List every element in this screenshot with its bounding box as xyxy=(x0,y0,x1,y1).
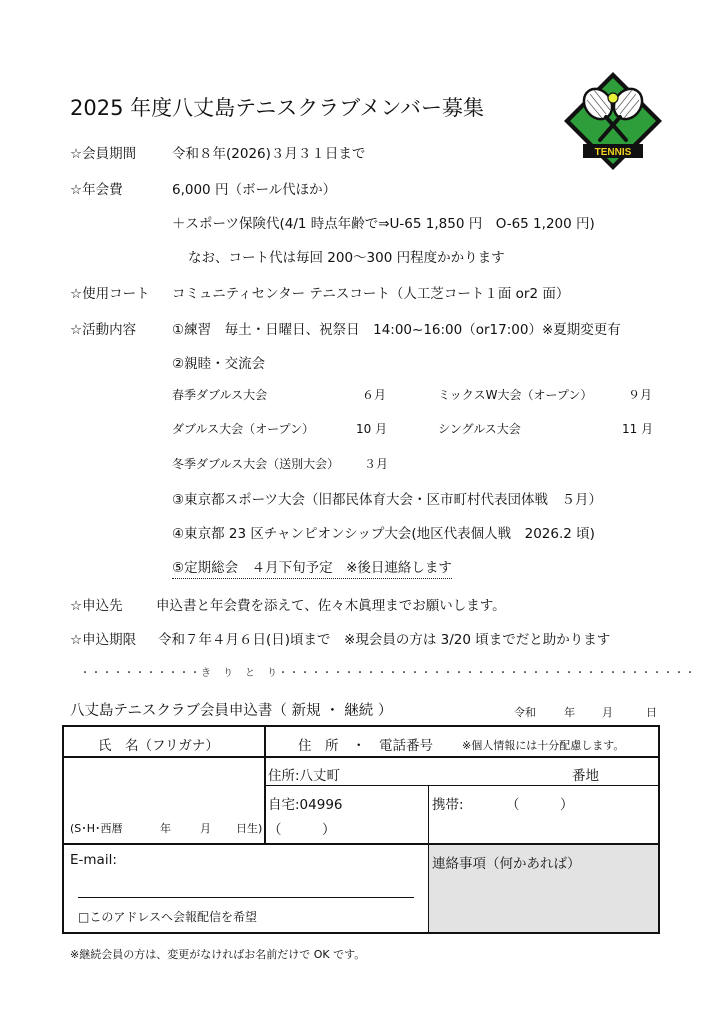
fee-value: 6,000 円（ボール代ほか） xyxy=(172,182,337,198)
event-month: 10 月 xyxy=(356,422,388,436)
event-name: ダブルス大会（オープン） xyxy=(172,422,315,436)
privacy-note: ※個人情報には十分配慮します。 xyxy=(462,739,625,752)
event-name: 冬季ダブルス大会（送別大会） xyxy=(172,457,340,471)
court-label: ☆使用コート xyxy=(70,286,150,302)
event-name: ミックスW大会（オープン） xyxy=(438,388,593,402)
fee-label: ☆年会費 xyxy=(70,182,123,198)
birth-era: (S･H･西暦 xyxy=(70,822,123,835)
event-name: シングルス大会 xyxy=(438,422,521,436)
event-month: ６月 xyxy=(362,388,387,402)
birth-year: 年 xyxy=(160,822,171,835)
date-month: 月 xyxy=(602,706,613,719)
address-header: 住 所 ・ 電話番号 xyxy=(298,738,433,754)
event-month: ９月 xyxy=(628,388,653,402)
home-phone-input[interactable]: 自宅:04996 xyxy=(268,797,343,813)
page-title: 2025 年度八丈島テニスクラブメンバー募集 xyxy=(70,96,484,120)
mobile-paren: （ ） xyxy=(506,797,574,813)
period-value: 令和８年(2026)３月３１日まで xyxy=(172,146,366,162)
date-day: 日 xyxy=(646,706,657,719)
fee-court-note: なお、コート代は毎回 200～300 円程度かかります xyxy=(188,250,505,266)
apply-value: 申込書と年会費を添えて、佐々木眞理までお願いします。 xyxy=(156,598,506,614)
footer-note: ※継続会員の方は、変更がなければお名前だけで OK です。 xyxy=(70,948,366,961)
email-input-line[interactable] xyxy=(78,897,414,898)
event-month: 11 月 xyxy=(622,422,654,436)
deadline-value: 令和７年４月６日(日)頃まで ※現会員の方は 3/20 頃までだと助かります xyxy=(158,632,611,648)
address-suffix: 番地 xyxy=(572,768,599,784)
form-divider xyxy=(264,785,660,786)
birth-day: 日生) xyxy=(236,822,263,835)
cut-line: ・・・・・・・・・・・き り と り・・・・・・・・・・・・・・・・・・・・・・・・・・・・・・・・・・・・・・ xyxy=(80,668,696,679)
email-label: E-mail: xyxy=(70,852,117,868)
form-divider xyxy=(264,725,266,843)
activity-5: ⑤定期総会 ４月下旬予定 ※後日連絡します xyxy=(172,556,452,579)
fee-insurance: ＋スポーツ保険代(4/1 時点年齢で⇒U-65 1,850 円 O-65 1,200 円) xyxy=(172,216,595,232)
date-era: 令和 xyxy=(514,706,536,719)
deadline-label: ☆申込期限 xyxy=(70,632,137,648)
home-phone-paren: （ ） xyxy=(268,822,336,838)
birth-month: 月 xyxy=(200,822,211,835)
notes-label: 連絡事項（何かあれば） xyxy=(432,856,581,872)
activity-3: ③東京都スポーツ大会（旧都民体育大会・区市町村代表団体戦 ５月） xyxy=(172,492,603,508)
logo-text: TENNIS xyxy=(594,147,632,158)
activity-1: ①練習 毎土・日曜日、祝祭日 14:00~16:00（or17:00）※夏期変更有 xyxy=(172,322,621,338)
newsletter-checkbox[interactable]: □このアドレスへ会報配信を希望 xyxy=(78,910,257,924)
activity-4: ④東京都 23 区チャンピオンシップ大会(地区代表個人戦 2026.2 頃) xyxy=(172,526,595,542)
activity-2: ②親睦・交流会 xyxy=(172,356,266,372)
tennis-logo-graphic xyxy=(562,70,664,172)
date-year: 年 xyxy=(564,706,575,719)
event-name: 春季ダブルス大会 xyxy=(172,388,268,402)
activity-label: ☆活動内容 xyxy=(70,322,137,338)
period-label: ☆会員期間 xyxy=(70,146,137,162)
form-title: 八丈島テニスクラブ会員申込書（ 新規 ・ 継続 ） xyxy=(70,703,393,719)
name-header: 氏 名（フリガナ） xyxy=(98,738,219,754)
address-input[interactable]: 住所:八丈町 xyxy=(268,768,341,784)
court-value: コミュニティセンター テニスコート（人工芝コート１面 or2 面） xyxy=(172,286,570,302)
apply-label: ☆申込先 xyxy=(70,598,123,614)
tennis-logo xyxy=(562,70,664,172)
event-month: ３月 xyxy=(364,457,389,471)
mobile-input[interactable]: 携帯: xyxy=(432,797,464,813)
